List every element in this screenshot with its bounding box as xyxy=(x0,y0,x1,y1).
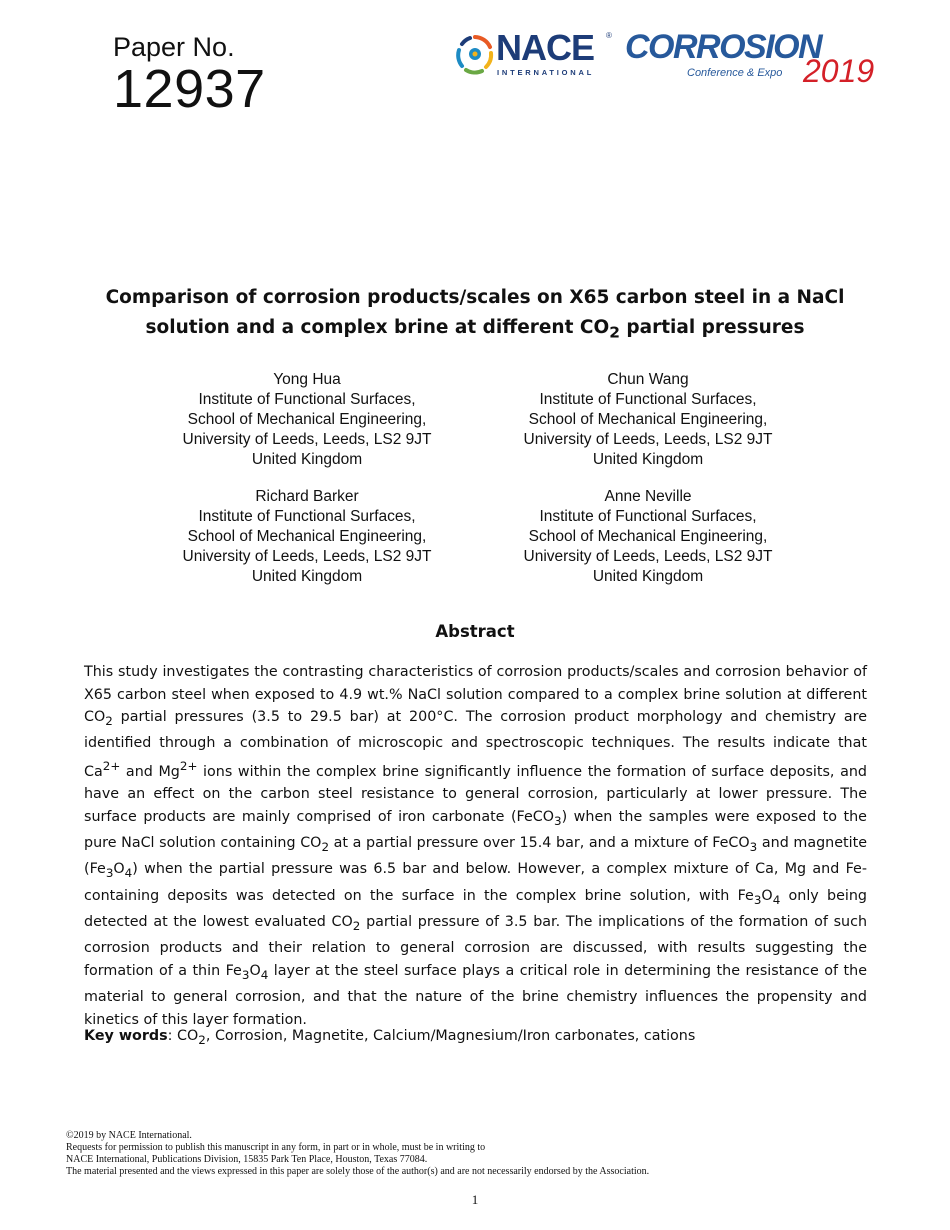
abstract-subscript: 4 xyxy=(124,866,133,881)
paper-label: Paper No. xyxy=(113,32,235,62)
keywords xyxy=(84,1025,867,1051)
abstract-superscript: 2+ xyxy=(179,758,198,773)
author-university: University of Leeds, Leeds, LS2 9JT xyxy=(523,548,773,565)
title-subscript: 2 xyxy=(609,323,620,342)
paper-title xyxy=(80,283,870,348)
paper-number: 12937 xyxy=(113,59,266,119)
keywords-text: CO xyxy=(177,1028,199,1044)
nace-globe-icon xyxy=(456,33,494,77)
keywords-text: , Corrosion, Magnetite, Calcium/Magnesium/Iron carbonates, cations xyxy=(205,1028,696,1044)
abstract-text: only being detected at the lowest evaluated CO xyxy=(84,887,867,931)
author-university: University of Leeds, Leeds, LS2 9JT xyxy=(182,431,432,448)
footer-permission: Requests for permission to publish this manuscript in any form, in part or in whole, must be in writing to xyxy=(66,1142,486,1153)
abstract-text: partial pressures (3.5 to 29.5 bar) at 200°C. The corrosion product morphology and chemistry are identified through a combination of microscopic and spectroscopic techniques. The results indicate that Ca xyxy=(84,709,867,780)
footer-copyright: ©2019 by NACE International. xyxy=(66,1130,192,1141)
author-name: Chun Wang xyxy=(607,371,689,388)
abstract-text: layer at the steel surface plays a critical role in determining the resistance of the material to general corrosion, and that the nature of the brine chemistry influences the propensity and kinetics of this layer formation. xyxy=(84,962,867,1028)
author-country: United Kingdom xyxy=(251,451,363,468)
abstract-text: and Mg xyxy=(120,763,180,780)
abstract-text: ) when the partial pressure was 6.5 bar and below. However, a complex mixture of Ca, Mg and Fe-containing deposits was detected on the surface in the complex brine solution, with Fe xyxy=(84,861,867,904)
author-block xyxy=(488,370,808,470)
nace-logo-subtitle: INTERNATIONAL xyxy=(497,68,595,77)
abstract-text: O xyxy=(761,887,773,904)
abstract-text: and magnetite (Fe xyxy=(84,834,867,878)
title-line-2-post: partial pressures xyxy=(619,317,805,338)
author-department: School of Mechanical Engineering, xyxy=(528,411,768,428)
abstract-subscript: 2 xyxy=(321,839,330,854)
nace-logo-text: NACE xyxy=(496,27,595,68)
abstract-text: partial pressure of 3.5 bar. The implications of the formation of such corrosion products and their relation to general corrosion are discussed, with results suggesting the formation of a thin Fe xyxy=(84,914,867,979)
abstract-text: O xyxy=(249,962,261,979)
abstract-text: ) when the samples were exposed to the pure NaCl solution containing CO xyxy=(84,808,867,851)
author-affiliation: Institute of Functional Surfaces, xyxy=(198,508,416,525)
author-department: School of Mechanical Engineering, xyxy=(187,528,427,545)
abstract-subscript: 3 xyxy=(554,813,562,828)
author-name: Yong Hua xyxy=(273,371,341,388)
author-name: Anne Neville xyxy=(604,488,692,505)
author-affiliation: Institute of Functional Surfaces, xyxy=(539,508,757,525)
author-affiliation: Institute of Functional Surfaces, xyxy=(198,391,416,408)
author-block xyxy=(147,370,467,470)
keywords-label: Key words xyxy=(84,1028,168,1044)
abstract-body xyxy=(84,661,867,1031)
page-number: 1 xyxy=(471,1192,479,1207)
abstract-subscript: 3 xyxy=(241,967,250,982)
author-department: School of Mechanical Engineering, xyxy=(187,411,427,428)
abstract-text: O xyxy=(113,861,125,878)
nace-logo xyxy=(456,27,616,79)
corrosion-conference-logo xyxy=(625,30,885,90)
corrosion-logo-text: CORROSION xyxy=(625,28,822,66)
abstract-subscript: 3 xyxy=(749,839,758,854)
title-line-2-pre: solution and a complex brine at different CO xyxy=(145,317,610,338)
nace-registered-mark: ® xyxy=(606,31,612,40)
keywords-subscript: 2 xyxy=(198,1032,206,1047)
abstract-subscript: 3 xyxy=(753,892,762,907)
author-block xyxy=(488,487,808,587)
corrosion-logo-subtitle: Conference & Expo xyxy=(687,67,783,79)
abstract-subscript: 3 xyxy=(105,866,114,881)
abstract-subscript: 2 xyxy=(105,713,113,728)
copyright-footer xyxy=(66,1130,926,1178)
abstract-subscript: 4 xyxy=(260,967,269,982)
abstract-text: ions within the complex brine significantly influence the formation of surface deposits, and have an effect on the carbon steel resistance to general corrosion, particularly at lower pressure. The surface products are mainly comprised of iron carbonate (FeCO xyxy=(84,763,867,825)
abstract-subscript: 4 xyxy=(772,892,781,907)
author-affiliation: Institute of Functional Surfaces, xyxy=(539,391,757,408)
author-department: School of Mechanical Engineering, xyxy=(528,528,768,545)
author-university: University of Leeds, Leeds, LS2 9JT xyxy=(182,548,432,565)
abstract-text: This study investigates the contrasting characteristics of corrosion products/scales and corrosion behavior of X65 carbon steel when exposed to 4.9 wt.% NaCl solution compared to a complex brine solution at different CO xyxy=(84,664,867,725)
author-country: United Kingdom xyxy=(592,451,704,468)
footer-address: NACE International, Publications Division, 15835 Park Ten Place, Houston, Texas 77084. xyxy=(66,1154,428,1165)
author-university: University of Leeds, Leeds, LS2 9JT xyxy=(523,431,773,448)
footer-disclaimer: The material presented and the views expressed in this paper are solely those of the author(s) and are not necessarily endorsed by the Association. xyxy=(66,1166,650,1177)
corrosion-logo-year: 2019 xyxy=(803,53,875,89)
author-country: United Kingdom xyxy=(592,568,704,585)
title-line-1: Comparison of corrosion products/scales on X65 carbon steel in a NaCl xyxy=(105,287,845,308)
abstract-heading: Abstract xyxy=(435,622,515,641)
author-name: Richard Barker xyxy=(255,488,359,505)
abstract-text: at a partial pressure over 15.4 bar, and a mixture of FeCO xyxy=(329,834,750,851)
keywords-separator: : xyxy=(167,1028,178,1044)
abstract-superscript: 2+ xyxy=(102,758,121,773)
author-block xyxy=(147,487,467,587)
author-country: United Kingdom xyxy=(251,568,363,585)
abstract-subscript: 2 xyxy=(352,918,361,933)
